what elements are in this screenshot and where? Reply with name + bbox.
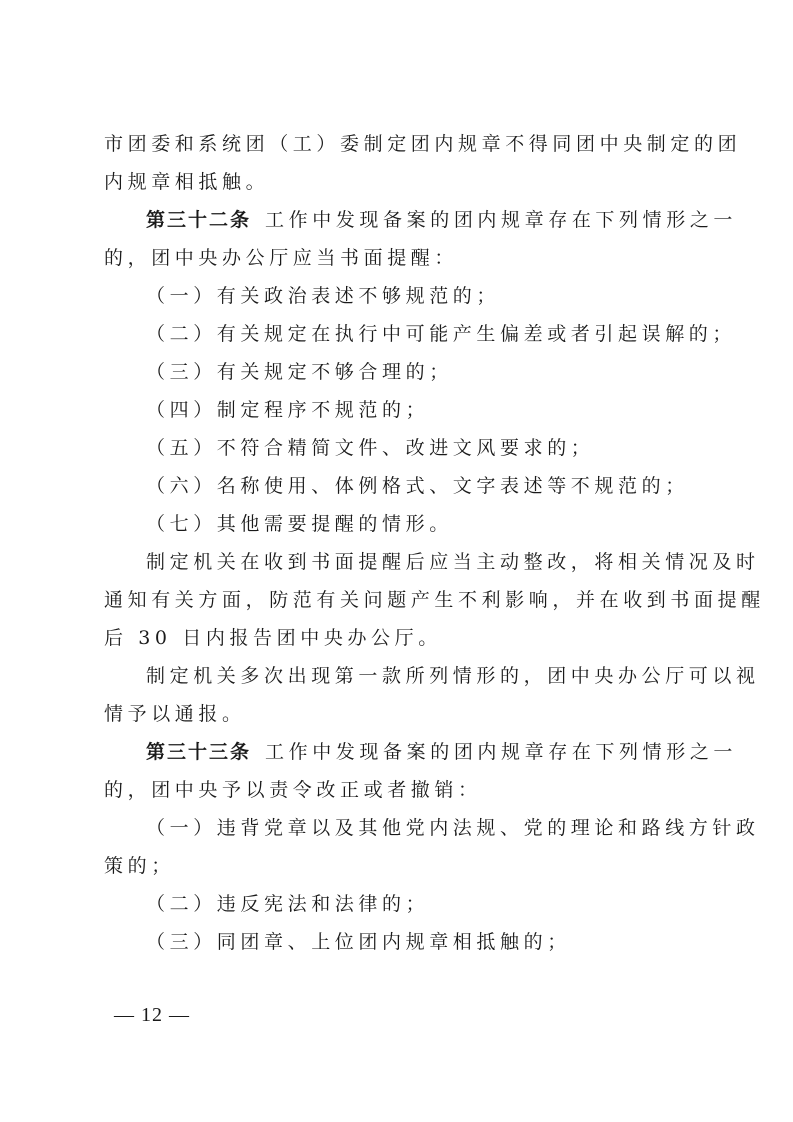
article-heading: 第三十二条 (146, 209, 252, 231)
list-item: （一）有关政治表述不够规范的； (146, 285, 501, 307)
article-line (104, 733, 738, 771)
list-item: （二）有关规定在执行中可能产生偏差或者引起误解的； (146, 323, 737, 345)
list-item: （五）不符合精简文件、改进文风要求的； (146, 437, 595, 459)
list-item: （四）制定程序不规范的； (146, 399, 430, 421)
paragraph-line: 制定机关在收到书面提醒后应当主动整改，将相关情况及时 (146, 551, 760, 573)
text-line: 的，团中央办公厅应当书面提醒： (104, 247, 459, 269)
list-item: （七）其他需要提醒的情形。 (146, 513, 453, 535)
text-line: 情予以通报。 (104, 703, 246, 725)
text-line: 内规章相抵触。 (104, 171, 270, 193)
list-item: （二）违反宪法和法律的； (146, 893, 430, 915)
article-line (104, 201, 738, 239)
list-item: （一）违背党章以及其他党内法规、党的理论和路线方针政 (146, 817, 760, 839)
text-line: 通知有关方面，防范有关问题产生不利影响，并在收到书面提醒 (104, 589, 765, 611)
article-heading: 第三十三条 (146, 741, 252, 763)
text-line: 市团委和系统团（工）委制定团内规章不得同团中央制定的团 (104, 133, 742, 155)
article-text: 工作中发现备案的团内规章存在下列情形之一 (265, 209, 738, 231)
article-text: 工作中发现备案的团内规章存在下列情形之一 (265, 741, 738, 763)
page-number: — 12 — (114, 1004, 190, 1026)
paragraph-line: 制定机关多次出现第一款所列情形的，团中央办公厅可以视 (146, 665, 760, 687)
body-text (104, 125, 765, 961)
text-line: 的，团中央予以责令改正或者撤销： (104, 779, 482, 801)
text-line: 策的； (104, 855, 175, 877)
list-item: （六）名称使用、体例格式、文字表述等不规范的； (146, 475, 689, 497)
list-item: （三）同团章、上位团内规章相抵触的； (146, 931, 571, 953)
list-item: （三）有关规定不够合理的； (146, 361, 453, 383)
text-line: 后 30 日内报告团中央办公厅。 (104, 627, 442, 649)
